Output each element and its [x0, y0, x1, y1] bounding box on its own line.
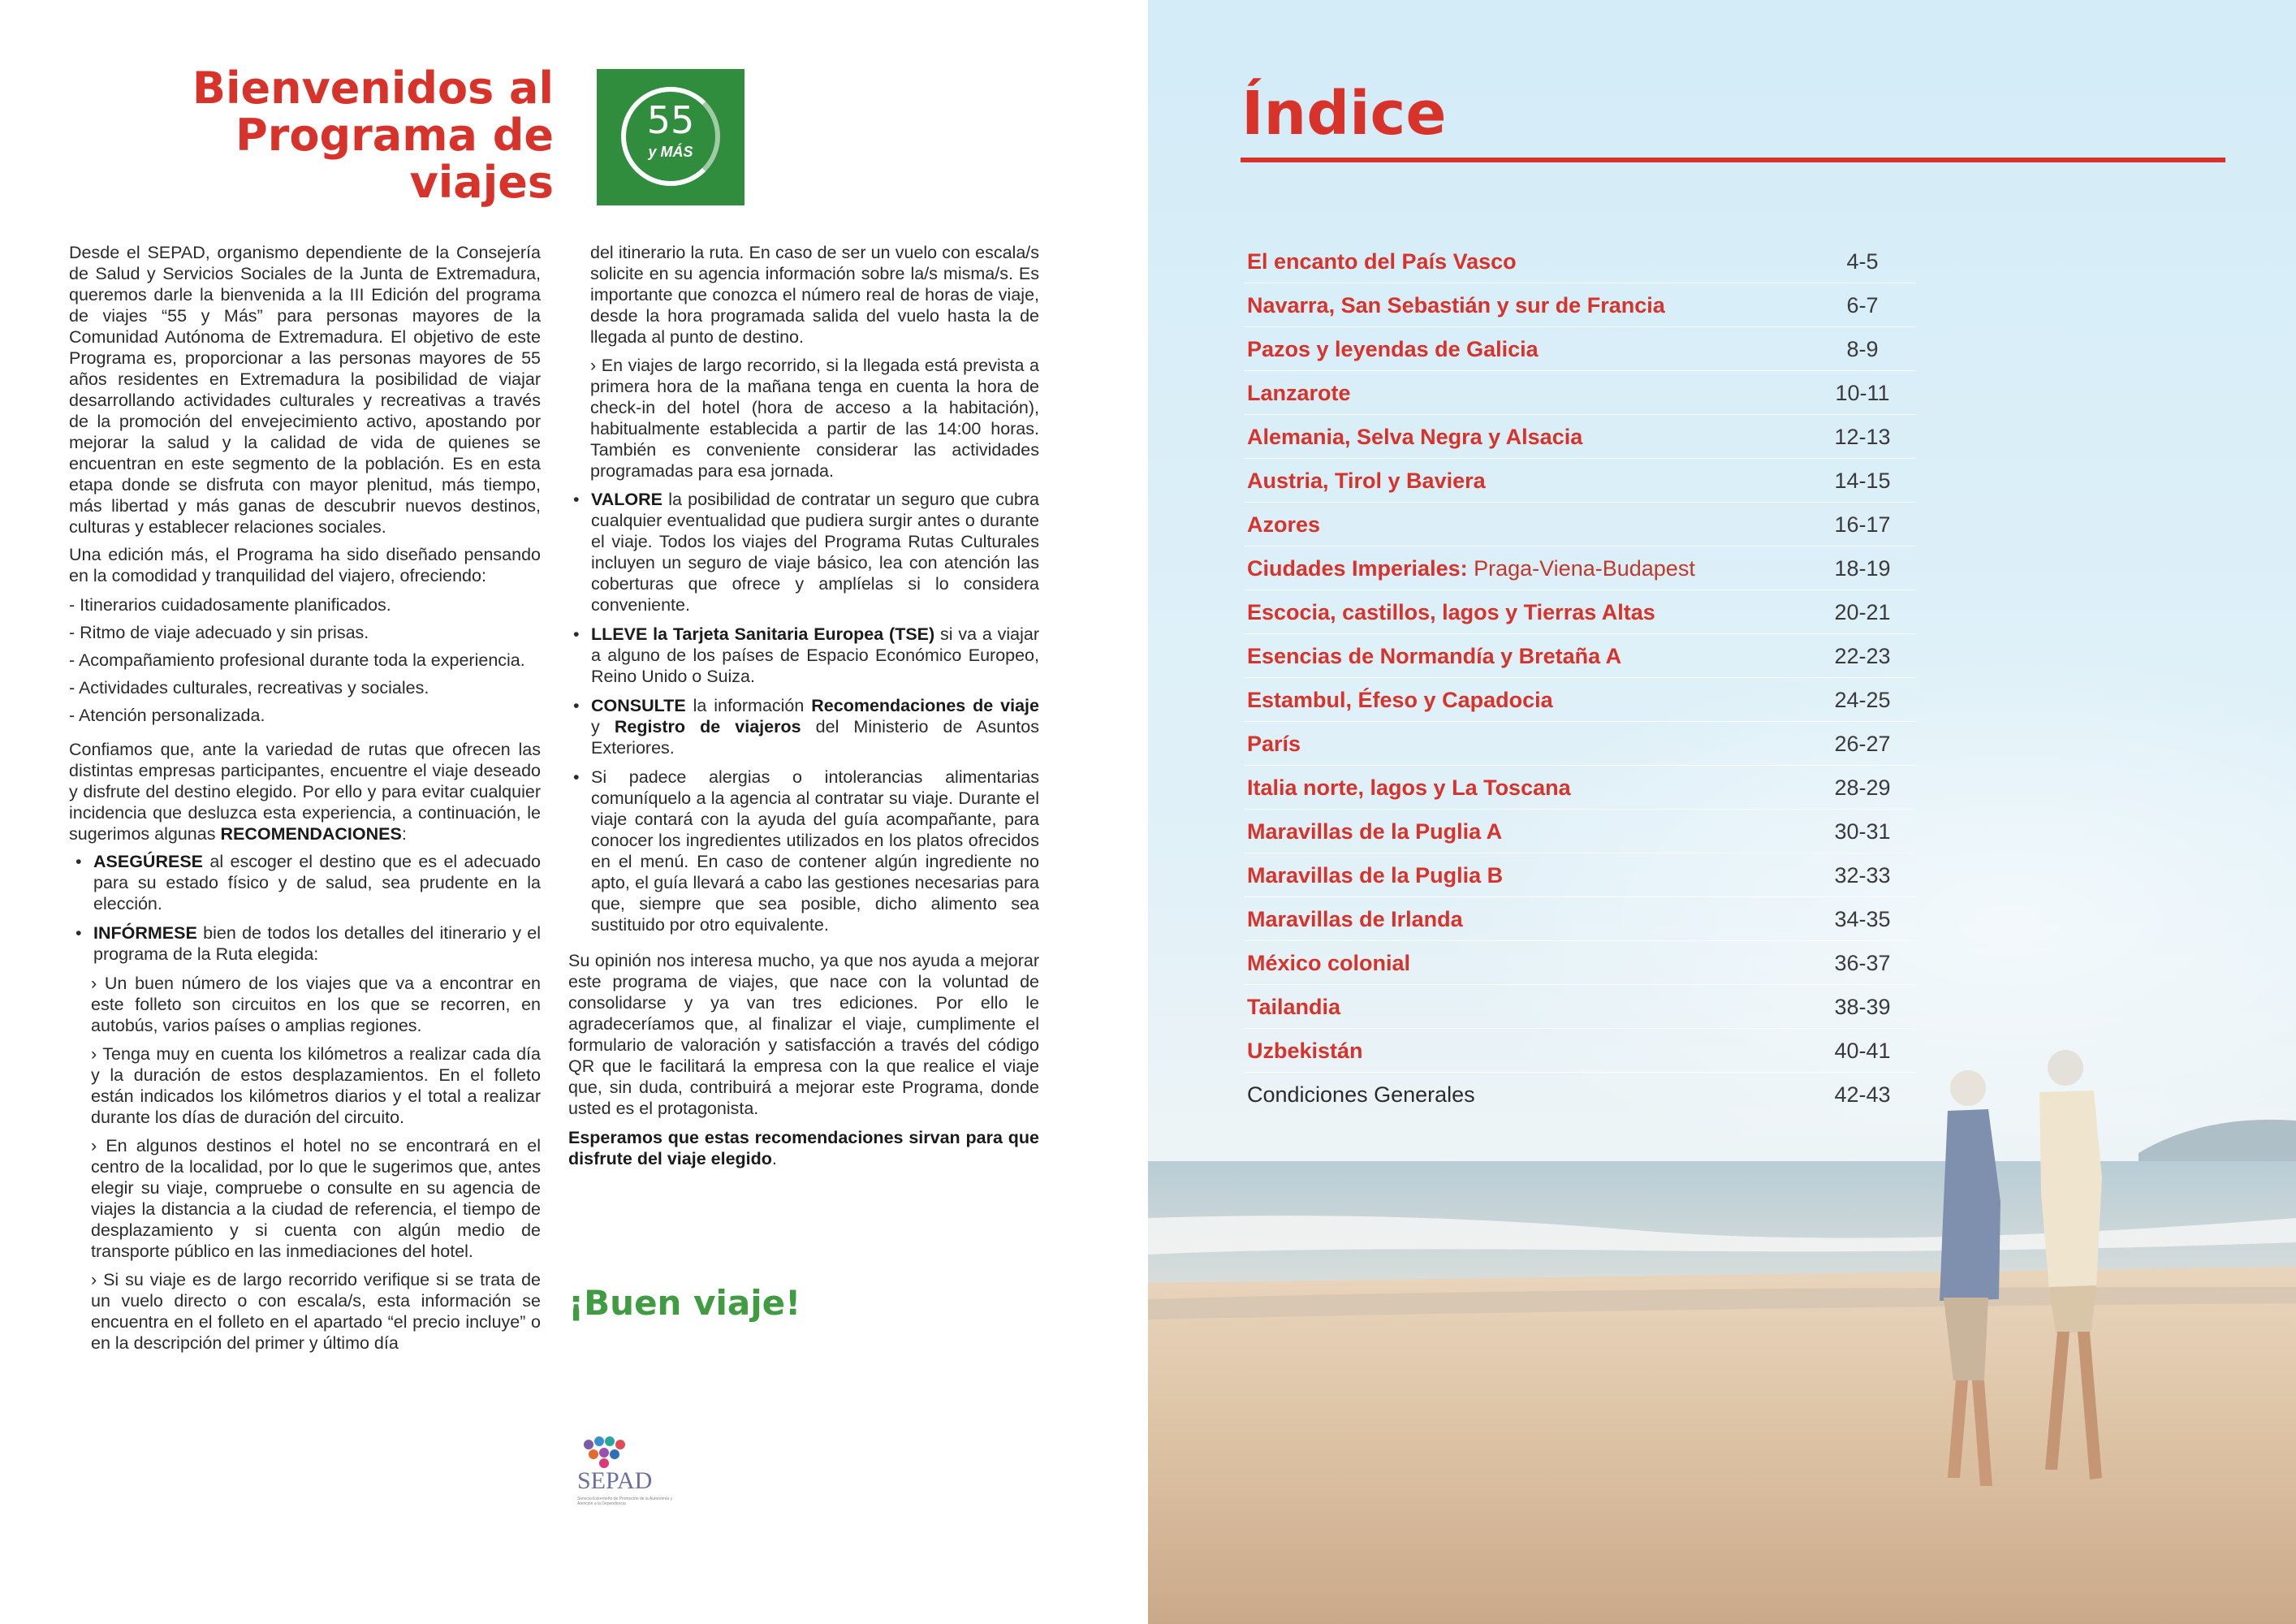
toc-row[interactable] [1244, 415, 1916, 459]
sepad-logo [572, 1433, 678, 1506]
toc-page: 12-13 [1834, 425, 1891, 449]
toc-title: El encanto del País Vasco [1247, 249, 1517, 274]
toc-row[interactable] [1244, 459, 1916, 503]
toc-page: 30-31 [1834, 819, 1891, 844]
toc-subtitle: Praga-Viena-Budapest [1474, 556, 1695, 581]
toc-title: Italia norte, lagos y La Toscana [1247, 775, 1571, 800]
offering-item: - Acompañamiento profesional durante toda la experiencia. [69, 650, 525, 670]
recommendation-alergias: • Si padece alergias o intolerancias alimentarias comuníquelo a la agencia al contratar su viaje. Durante el viaje contará con la ayuda del guía acompañante, para conocer los ingredientes utilizados en los platos ofrecidos en el menú. En caso de contener algún ingrediente no apto, el guía llevará a cabo las gestiones necesarias para que, siempre que sea posible, dicho alimento sea sustituido por otro equivalente. [573, 767, 1039, 935]
toc-page: 36-37 [1834, 951, 1891, 975]
bullet-icon: • [573, 490, 580, 509]
toc-page: 32-33 [1834, 863, 1891, 888]
opinion-paragraph: Su opinión nos interesa mucho, ya que nos ayuda a mejorar este programa de viajes, que nace con la voluntad de consolidarse y ya van tres ediciones. Por ello le agradeceríamos que, al finalizar el viaje, cumplimente el formulario de valoración y satisfacción a través del código QR que le facilitará la empresa con la que realice el viaje que, sin duda, contribuirá a mejorar este Programa, donde usted es el protagonista. [568, 951, 1039, 1118]
offering-item: - Ritmo de viaje adecuado y sin prisas. [69, 623, 369, 642]
sub-recommendation: › Un buen número de los viajes que va a encontrar en este folleto son circuitos en los que se recorren, en autobús, varios países o amplias regiones. [91, 974, 541, 1035]
toc-row[interactable] [1244, 546, 1916, 590]
toc-page: 20-21 [1834, 600, 1891, 624]
toc-row[interactable] [1244, 941, 1916, 985]
toc-row[interactable] [1244, 722, 1916, 766]
sub-recommendation: › Si su viaje es de largo recorrido verifique si se trata de un vuelo directo o con escala/s, esta información se encuentra en el folleto en el apartado “el precio incluye” o en la descripción del primer y último día [91, 1270, 541, 1353]
toc-title: Ciudades Imperiales: Praga-Viena-Budapest [1247, 556, 1695, 581]
toc-page: 14-15 [1834, 469, 1891, 493]
toc-row[interactable] [1244, 810, 1916, 853]
toc-title: Condiciones Generales [1247, 1082, 1475, 1107]
continued-text: del itinerario la ruta. En caso de ser un vuelo con escala/s solicite en su agencia información sobre la/s misma/s. Es importante que conozca el número real de horas de viaje, desde la hora programada salida del vuelo hasta la de llegada al punto de destino. [590, 243, 1039, 347]
program-logo [597, 69, 744, 205]
intro-paragraph-1: Desde el SEPAD, organismo dependiente de la Consejería de Salud y Servicios Sociales de la Junta de Extremadura, queremos darle la bienvenida a la III Edición del programa de viajes “55 y Más” para personas mayores de la Comunidad Autónoma de Extremadura. El objetivo de este Programa es, proporcionar a las personas mayores de 55 años residentes en Extremadura la posibilidad de viajar desarrollando actividades culturales y recreativas a través de la promoción del envejecimiento activo, apostando por mejorar la salud y la calidad de vida de quienes se encuentran en este segmento de la población. Es en esta etapa donde se disfruta con mayor plenitud, más tiempo, más libertad y más ganas de descubrir nuevos destinos, culturas y establecer relaciones sociales. [69, 243, 541, 537]
recommendation-asegurese: • ASEGÚRESE al escoger el destino que es el adecuado para su estado físico y de salud, sea prudente en la elección. [76, 852, 541, 914]
recommendation-consulte: • CONSULTE la información Recomendaciones de viaje y Registro de viajeros del Ministerio de Asuntos Exteriores. [573, 696, 1039, 758]
toc-title: Esencias de Normandía y Bretaña A [1247, 644, 1622, 668]
toc-title: Uzbekistán [1247, 1039, 1363, 1063]
toc-title: París [1247, 732, 1301, 756]
toc-title: Navarra, San Sebastián y sur de Francia [1247, 293, 1665, 317]
toc-row[interactable] [1244, 283, 1916, 327]
toc-page: 38-39 [1834, 995, 1891, 1019]
toc-page: 34-35 [1834, 907, 1891, 931]
toc-row[interactable] [1244, 985, 1916, 1029]
bullet-icon: • [573, 696, 580, 715]
toc-page: 4-5 [1846, 249, 1879, 274]
intro-paragraph-2: Una edición más, el Programa ha sido diseñado pensando en la comodidad y tranquilidad del viajero, ofreciendo: [69, 545, 541, 585]
toc-title: Estambul, Éfeso y Capadocia [1247, 688, 1553, 712]
title-line-1: Bienvenidos al [192, 63, 554, 114]
recommendation-lleve: • LLEVE la Tarjeta Sanitaria Europea (TSE) si va a viajar a alguno de los países de Espacio Económico Europeo, Reino Unido o Suiza. [573, 624, 1039, 686]
toc-page: 8-9 [1846, 337, 1879, 361]
sub-recommendation: › En algunos destinos el hotel no se encontrará en el centro de la localidad, por lo que le sugerimos que, antes elegir su viaje, compruebe o consulte en su agencia de viajes la distancia a la ciudad de referencia, el tiempo de desplazamiento y si cuenta con algún medio de transporte público en las inmediaciones del hotel. [91, 1136, 541, 1261]
bullet-icon: • [76, 923, 82, 943]
index-title: Índice [1241, 79, 1447, 149]
page-title [122, 65, 554, 206]
toc-page: 16-17 [1834, 512, 1891, 537]
toc-row[interactable] [1244, 634, 1916, 678]
toc-row[interactable] [1244, 371, 1916, 415]
toc-title: Tailandia [1247, 995, 1341, 1019]
sub-recommendation: › Tenga muy en cuenta los kilómetros a realizar cada día y la duración de estos desplazamientos. En el folleto están indicados los kilómetros diarios y el total a realizar durante los días de duración del circuito. [91, 1044, 541, 1127]
toc-page: 24-25 [1834, 688, 1891, 712]
toc-row[interactable] [1244, 1029, 1916, 1073]
closing-paragraph: Esperamos que estas recomendaciones sirvan para que disfrute del viaje elegido. [568, 1128, 1039, 1168]
toc-row[interactable] [1244, 678, 1916, 722]
toc-page: 18-19 [1834, 556, 1891, 581]
offering-item: - Itinerarios cuidadosamente planificados. [69, 595, 391, 615]
toc-page: 10-11 [1835, 381, 1890, 405]
toc-title: Austria, Tirol y Baviera [1247, 469, 1486, 493]
toc-page: 26-27 [1834, 732, 1891, 756]
toc-title: Maravillas de la Puglia B [1247, 863, 1504, 888]
logo-tagline: y MÁS [648, 144, 693, 160]
toc-title: Maravillas de Irlanda [1247, 907, 1463, 931]
toc-page: 42-43 [1834, 1082, 1891, 1107]
toc-row[interactable] [1244, 1073, 1916, 1116]
title-line-3: viajes [409, 157, 554, 208]
logo-number: 55 [646, 98, 695, 142]
bullet-icon: • [573, 624, 580, 644]
bullet-icon: • [76, 852, 82, 871]
toc-page: 40-41 [1834, 1039, 1891, 1063]
toc-title: Pazos y leyendas de Galicia [1247, 337, 1539, 361]
toc-title: Escocia, castillos, lagos y Tierras Altas [1247, 600, 1655, 624]
toc-page: 28-29 [1834, 775, 1891, 800]
toc-page: 6-7 [1846, 293, 1879, 317]
sepad-wordmark: SEPAD [577, 1467, 653, 1494]
toc-title: Azores [1247, 512, 1321, 537]
buen-viaje-heading: ¡Buen viaje! [568, 1283, 801, 1323]
bullet-icon: • [573, 767, 580, 787]
recommendation-valore: • VALORE la posibilidad de contratar un seguro que cubra cualquier eventualidad que pudiera surgir antes o durante el viaje. Todos los viajes del Programa Rutas Culturales incluyen un seguro de viaje básico, lea con atención las coberturas que ofrece y amplíelas si lo considera conveniente. [573, 490, 1039, 615]
toc-page: 22-23 [1834, 644, 1891, 668]
toc-row[interactable] [1244, 503, 1916, 546]
offering-item: - Atención personalizada. [69, 706, 265, 725]
intro-paragraph-3: Confiamos que, ante la variedad de rutas que ofrecen las distintas empresas participantes, encuentre el viaje deseado y disfrute del destino elegido. Por ello y para evitar cualquier incidencia que desluzca esta experiencia, a continuación, le sugerimos algunas RECOMENDACIONES: [69, 740, 541, 844]
toc-title: Maravillas de la Puglia A [1247, 819, 1503, 844]
toc-title: Lanzarote [1247, 381, 1351, 405]
toc-row[interactable] [1244, 240, 1916, 283]
toc-row[interactable] [1244, 590, 1916, 634]
right-page [1148, 0, 2296, 1624]
toc-row[interactable] [1244, 766, 1916, 810]
toc-row[interactable] [1244, 327, 1916, 371]
table-of-contents [1244, 240, 1916, 1116]
title-line-2: Programa de [235, 110, 554, 161]
recommendation-informese: • INFÓRMESE bien de todos los detalles del itinerario y el programa de la Ruta elegida: [76, 923, 541, 964]
title-underline [1241, 158, 2225, 162]
toc-title: México colonial [1247, 951, 1411, 975]
offering-item: - Actividades culturales, recreativas y sociales. [69, 678, 429, 698]
text-column-1 [69, 242, 541, 1354]
toc-row[interactable] [1244, 897, 1916, 941]
sub-recommendation: › En viajes de largo recorrido, si la llegada está prevista a primera hora de la mañana tenga en cuenta la hora de check-in del hotel (hora de acceso a la habitación), habitualmente establecida a partir de las 14:00 horas. También es conveniente considerar las actividades programadas para esa jornada. [590, 356, 1039, 481]
text-column-2 [568, 242, 1039, 1176]
toc-title: Alemania, Selva Negra y Alsacia [1247, 425, 1583, 449]
sepad-caption: Servicio Extremeño de Promoción de la Autonomía y Atención a la Dependencia [577, 1497, 673, 1506]
recommendations-label: RECOMENDACIONES [220, 824, 402, 844]
toc-row[interactable] [1244, 853, 1916, 897]
